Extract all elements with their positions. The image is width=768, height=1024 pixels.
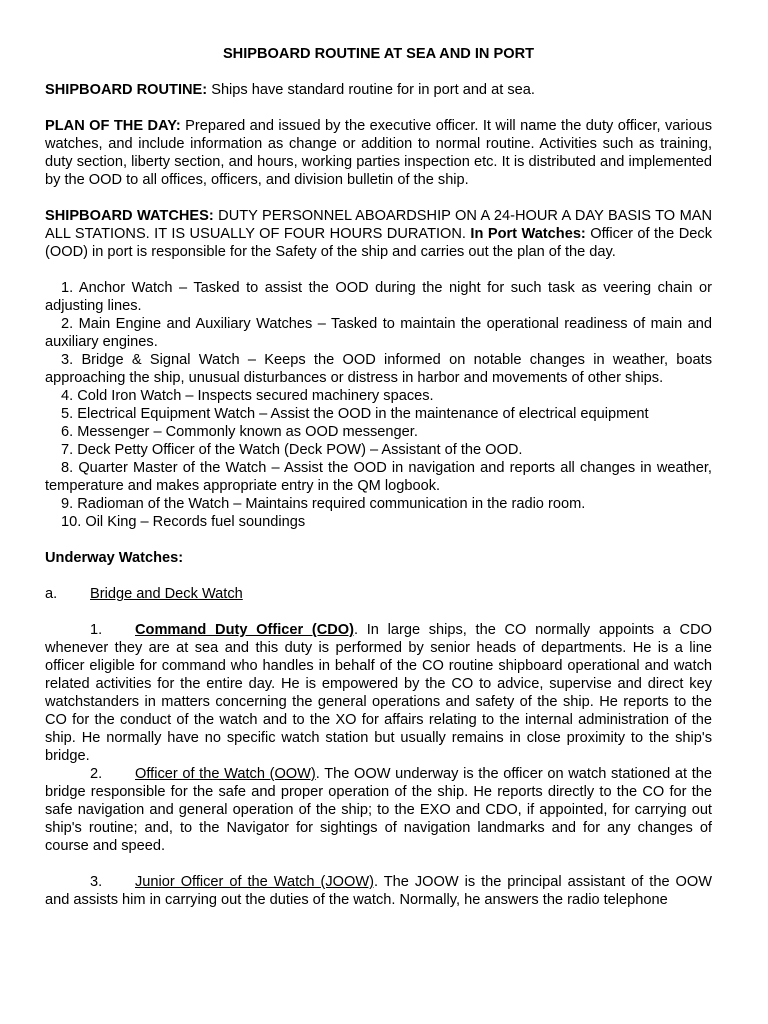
- document-title: SHIPBOARD ROUTINE AT SEA AND IN PORT: [222, 46, 535, 62]
- item-number: 3.: [90, 874, 103, 890]
- item-number: 2.: [90, 766, 103, 782]
- plan-of-day-paragraph: [45, 117, 712, 189]
- oow-title: Officer of the Watch (OOW): [135, 766, 316, 782]
- watches-label: SHIPBOARD WATCHES:: [45, 208, 214, 224]
- shipboard-watches-paragraph: [45, 207, 712, 261]
- inport-text: Officer of the Deck (OOD) in port is responsible for the Safety of the ship and carries out the plan of the day.: [45, 226, 712, 260]
- watches-text: DUTY PERSONNEL ABOARDSHIP ON A 24-HOUR A DAY BASIS TO MAN ALL STATIONS. IT IS USUALLY OF FOUR HOURS DURATION.: [45, 208, 712, 242]
- plan-text: Prepared and issued by the executive officer. It will name the duty officer, various watches, and include information as change or addition to normal routine. Activities such as training, duty section, liberty section, and hours, working parties inspection etc. It is distributed and implemented by the OOD to all offices, officers, and division bulletin of the ship.: [45, 118, 712, 188]
- list-item: 7. Deck Petty Officer of the Watch (Deck POW) – Assistant of the OOD.: [61, 442, 523, 458]
- joow-paragraph: [45, 873, 712, 909]
- underway-heading: Underway Watches:: [45, 550, 184, 566]
- joow-title: Junior Officer of the Watch (JOOW): [135, 874, 374, 890]
- cdo-paragraph: [45, 621, 712, 765]
- inport-watch-list: [45, 279, 712, 531]
- item-number: 1.: [90, 622, 103, 638]
- oow-paragraph: [45, 765, 712, 855]
- routine-text: Ships have standard routine for in port and at sea.: [207, 82, 535, 98]
- routine-label: SHIPBOARD ROUTINE:: [45, 82, 208, 98]
- list-item: 10. Oil King – Records fuel soundings: [61, 514, 306, 530]
- list-item: 4. Cold Iron Watch – Inspects secured machinery spaces.: [61, 388, 434, 404]
- paragraph-gap: [45, 855, 712, 873]
- joow-text: . The JOOW is the principal assistant of the OOW and assists him in carrying out the duties of the watch. Normally, he answers the radio telephone: [45, 874, 712, 908]
- subsection-title: Bridge and Deck Watch: [90, 586, 243, 602]
- cdo-text: . In large ships, the CO normally appoints a CDO whenever they are at sea and this duty is performed by senior heads of departments. He is a line officer eligible for command who handles in behalf of the CO routine shipboard operational and watch related activities for the entire day. He is empowered by the CO to advice, supervise and direct key watchstanders in matters concerning the general operations and safety of the ship. He reports to the CO for the conduct of the watch and to the XO for affairs relating to the internal administration of the ship. He normally have no specific watch station but usually remains in close proximity to the ship's bridge.: [45, 622, 712, 764]
- list-item: 3. Bridge & Signal Watch – Keeps the OOD informed on notable changes in weather, boats approaching the ship, unusual disturbances or distress in harbor and movements of other ships.: [45, 352, 712, 386]
- list-item: 2. Main Engine and Auxiliary Watches – Tasked to maintain the operational readiness of main and auxiliary engines.: [45, 316, 712, 350]
- list-item: 8. Quarter Master of the Watch – Assist the OOD in navigation and reports all changes in weather, temperature and makes appropriate entry in the QM logbook.: [45, 460, 712, 494]
- subsection-letter: a.: [45, 586, 58, 602]
- list-item: 1. Anchor Watch – Tasked to assist the OOD during the night for such task as veering chain or adjusting lines.: [45, 280, 712, 314]
- plan-label: PLAN OF THE DAY:: [45, 118, 181, 134]
- list-item: 5. Electrical Equipment Watch – Assist the OOD in the maintenance of electrical equipment: [61, 406, 649, 422]
- routine-paragraph: [45, 81, 712, 99]
- document-page: [45, 45, 712, 909]
- cdo-title: Command Duty Officer (CDO): [135, 622, 355, 638]
- inport-label: In Port Watches:: [470, 226, 586, 242]
- list-item: 6. Messenger – Commonly known as OOD messenger.: [61, 424, 418, 440]
- oow-text: . The OOW underway is the officer on watch stationed at the bridge responsible for the safe and proper operation of the ship. He reports directly to the CO for the safe navigation and general operation of the ship; to the EXO and CDO, if appointed, for carrying out ship's routine; and, to the Navigator for sightings of navigation landmarks and for any changes of course and speed.: [45, 766, 712, 854]
- subsection-bridge-deck: [45, 585, 712, 603]
- list-item: 9. Radioman of the Watch – Maintains required communication in the radio room.: [61, 496, 586, 512]
